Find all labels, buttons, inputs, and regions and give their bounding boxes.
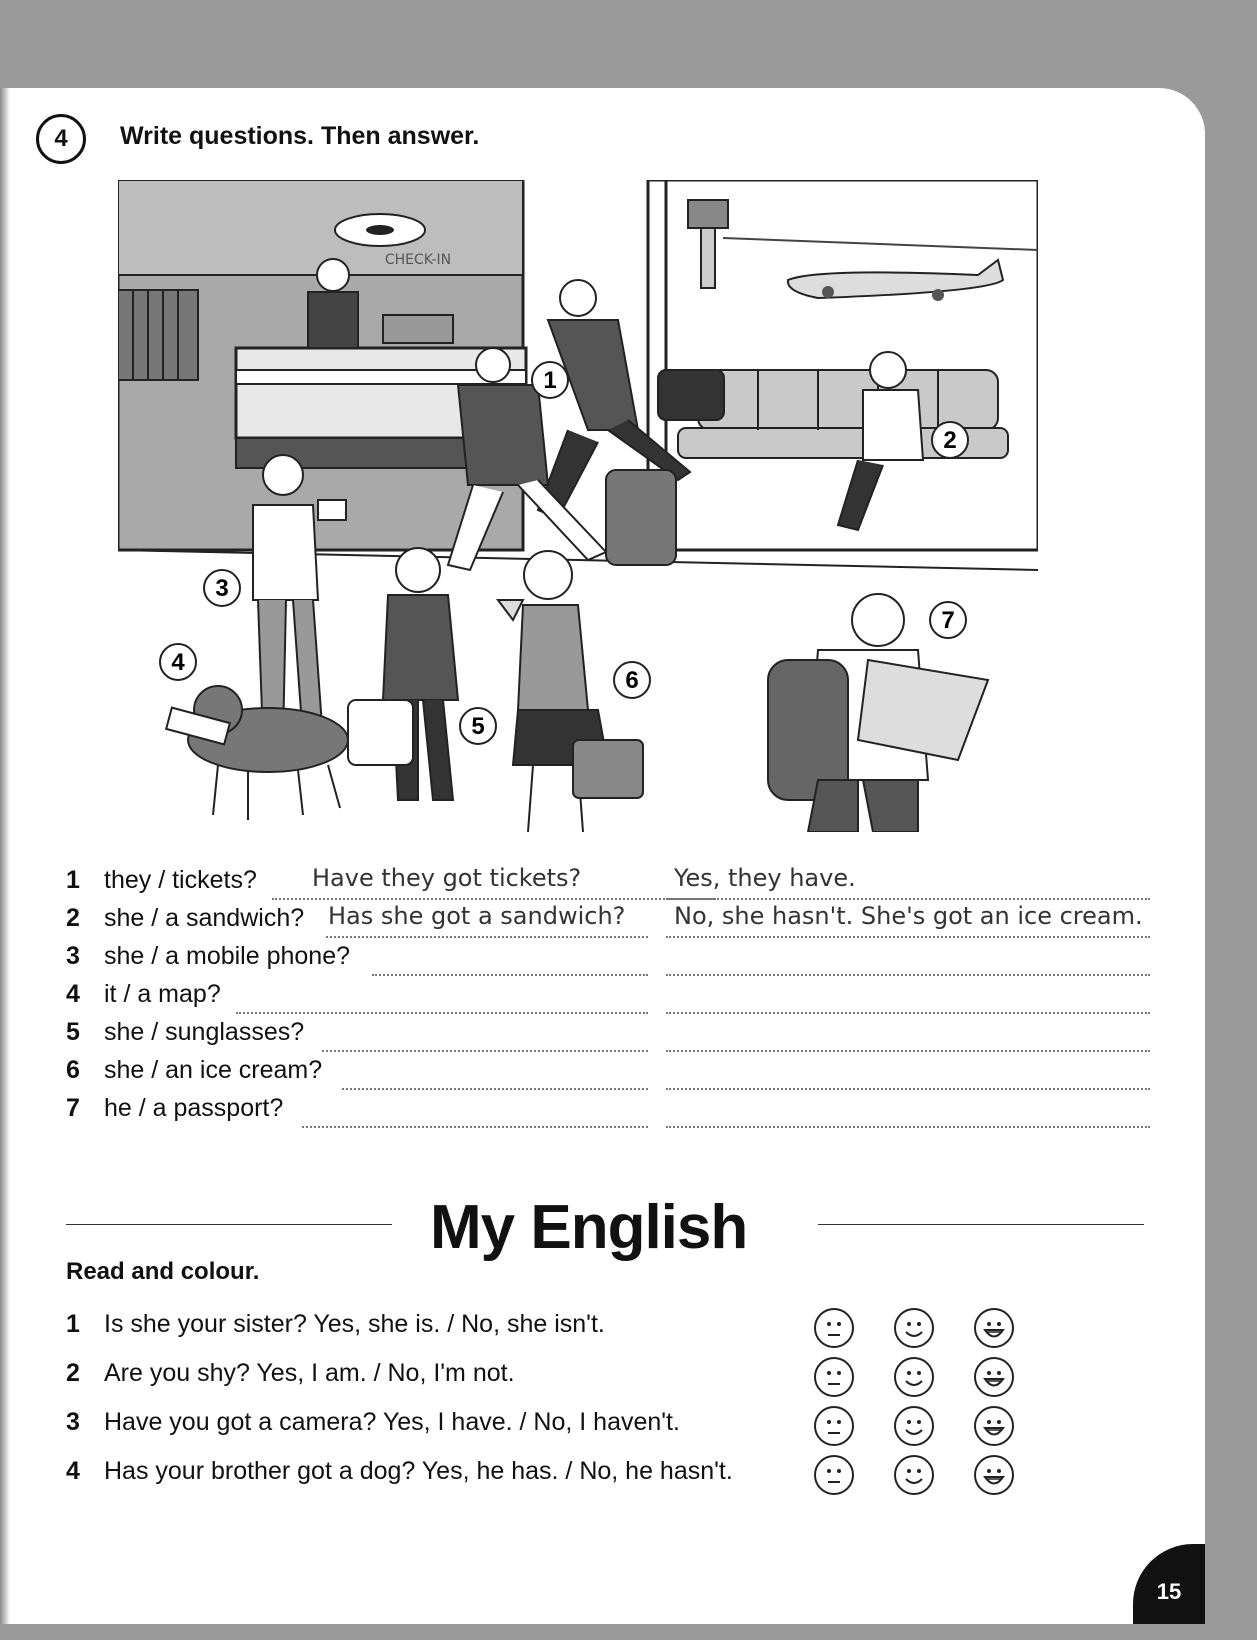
svg-text:2: 2 — [943, 427, 957, 454]
answer-text: No, she hasn't. She's got an ice cream. — [674, 902, 1143, 930]
self-assessment-row — [66, 1359, 1186, 1399]
svg-text:4: 4 — [171, 649, 185, 676]
question-row — [66, 942, 1186, 982]
question-number: 6 — [66, 1056, 80, 1084]
item-number: 3 — [66, 1408, 80, 1436]
question-number: 1 — [66, 866, 80, 894]
item-number: 4 — [66, 1457, 80, 1485]
question-number: 7 — [66, 1094, 80, 1122]
label-7 — [930, 602, 966, 638]
answer-text: Yes, they have. — [674, 864, 856, 892]
self-assessment-row — [66, 1408, 1186, 1448]
question-row — [66, 904, 1186, 944]
airport-illustration — [118, 180, 1038, 832]
label-6 — [614, 662, 650, 698]
label-2 — [932, 422, 968, 458]
item-text: Has your brother got a dog? Yes, he has. / No, he hasn't. — [104, 1457, 733, 1485]
label-3 — [204, 570, 240, 606]
question-prompt: they / tickets? — [104, 866, 257, 894]
question-row — [66, 1056, 1186, 1096]
answer-line[interactable] — [666, 942, 1150, 976]
check-in-sign: CHECK-IN — [384, 252, 452, 268]
question-line[interactable] — [302, 1094, 648, 1128]
page-number: 15 — [1133, 1544, 1205, 1624]
self-assessment-row — [66, 1457, 1186, 1497]
smile-face-icon[interactable] — [894, 1357, 934, 1397]
svg-text:1: 1 — [543, 367, 557, 394]
question-number: 2 — [66, 904, 80, 932]
svg-text:7: 7 — [941, 607, 955, 634]
neutral-face-icon[interactable] — [814, 1406, 854, 1446]
big-smile-face-icon[interactable] — [974, 1308, 1014, 1348]
question-prompt: she / sunglasses? — [104, 1018, 305, 1046]
question-row — [66, 866, 1186, 906]
item-text: Are you shy? Yes, I am. / No, I'm not. — [104, 1359, 515, 1387]
question-prompt: he / a passport? — [104, 1094, 284, 1122]
workbook-page — [0, 88, 1205, 1624]
title-rule-left — [66, 1224, 392, 1225]
item-text: Is she your sister? Yes, she is. / No, she isn't. — [104, 1310, 605, 1338]
smile-face-icon[interactable] — [894, 1308, 934, 1348]
question-prompt: she / a mobile phone? — [104, 942, 351, 970]
self-assessment-row — [66, 1310, 1186, 1350]
question-number: 3 — [66, 942, 80, 970]
question-answer-text: Has she got a sandwich? — [328, 902, 626, 930]
question-number: 5 — [66, 1018, 80, 1046]
svg-text:6: 6 — [625, 667, 639, 694]
item-text: Have you got a camera? Yes, I have. / No, I haven't. — [104, 1408, 680, 1436]
label-4 — [160, 644, 196, 680]
question-prompt: she / an ice cream? — [104, 1056, 323, 1084]
question-row — [66, 980, 1186, 1020]
neutral-face-icon[interactable] — [814, 1357, 854, 1397]
exercise-number: 4 — [36, 114, 86, 164]
question-line[interactable] — [342, 1056, 648, 1090]
smile-face-icon[interactable] — [894, 1406, 934, 1446]
smile-face-icon[interactable] — [894, 1455, 934, 1495]
neutral-face-icon[interactable] — [814, 1308, 854, 1348]
question-line[interactable] — [372, 942, 648, 976]
question-prompt: it / a map? — [104, 980, 221, 1008]
my-english-title: My English — [430, 1193, 748, 1262]
question-line[interactable] — [236, 980, 648, 1014]
big-smile-face-icon[interactable] — [974, 1455, 1014, 1495]
neutral-face-icon[interactable] — [814, 1455, 854, 1495]
answer-line[interactable] — [666, 1056, 1150, 1090]
question-prompt: she / a sandwich? — [104, 904, 305, 932]
exercise-instruction: Write questions. Then answer. — [120, 122, 480, 150]
svg-text:5: 5 — [471, 713, 485, 740]
title-rule-right — [818, 1224, 1144, 1225]
item-number: 1 — [66, 1310, 80, 1338]
label-1 — [532, 362, 568, 398]
big-smile-face-icon[interactable] — [974, 1406, 1014, 1446]
question-row — [66, 1094, 1186, 1134]
answer-line[interactable] — [666, 1018, 1150, 1052]
svg-text:3: 3 — [215, 575, 229, 602]
my-english-instruction: Read and colour. — [66, 1258, 260, 1285]
label-5 — [460, 708, 496, 744]
question-row — [66, 1018, 1186, 1058]
answer-line[interactable] — [666, 1094, 1150, 1128]
question-answer-text: Have they got tickets? — [312, 864, 582, 892]
item-number: 2 — [66, 1359, 80, 1387]
question-number: 4 — [66, 980, 80, 1008]
answer-line[interactable] — [666, 980, 1150, 1014]
big-smile-face-icon[interactable] — [974, 1357, 1014, 1397]
question-line[interactable] — [322, 1018, 648, 1052]
